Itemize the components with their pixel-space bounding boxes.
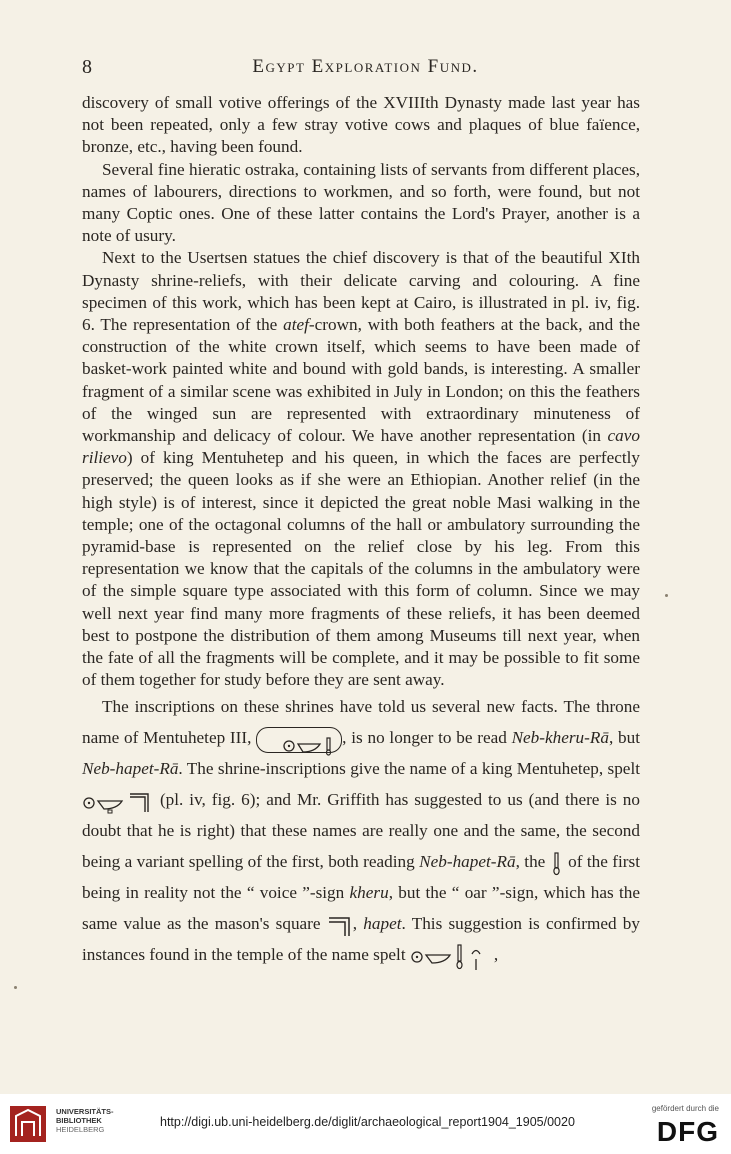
hapet-term: hapet [363,914,402,934]
paragraph-4 [82,691,640,971]
masons-square-glyph-icon [327,914,353,938]
paragraph-2: Several fine hieratic ostraka, containing lists of servants from different places, names of labourers, directions to workmen, and so forth, were found, but not many Coptic ones. One of these latter contains the Lord's Prayer, another is a note of usury. [82,159,640,246]
funded-by-label: gefördert durch die [651,1104,719,1113]
page-number: 8 [82,56,92,78]
p3-text-a: Next to the Usertsen statues the chief discovery is that of the beautiful XIth Dynasty shrine-reliefs, with their delicate carving and colouring. A fine specimen of this work, which has been kept at Cairo, is illustrated in pl. iv, fig. 6. The representation of the [82,248,640,335]
paper-speck [14,986,17,989]
paper-speck [665,594,668,597]
p4-text-c: , but [608,728,640,748]
heidelberg-library-logo-icon [8,1104,48,1144]
permalink-url[interactable]: http://digi.ub.uni-heidelberg.de/diglit/archaeological_report1904_1905/0020 [160,1115,575,1129]
mentuhetep-cartouche-icon [256,727,342,753]
digitization-footer [0,1094,731,1154]
sun-basket-oar-glyph-icon [410,942,494,972]
p4-text-b: , is no longer to be read [342,728,512,748]
paragraph-3 [82,247,640,691]
dfg-logo-icon: DFG [656,1116,719,1147]
body-text [82,92,640,972]
cartouche-glyphs-icon [282,736,336,756]
p4-text-g: of the first being in reality not the “ voice ”-sign [82,852,640,903]
institution-line-1: UNIVERSITÄTS- [56,1107,114,1116]
p4-text-h: , but the “ oar ”-sign, which has the same value as the mason's square [82,883,640,934]
p3-text-c: ) of king Mentuhetep and his queen, in which the faces are perfectly preserved; the queen looks as if she were an Ethiopian. Another relief (in the high style) is of interest, since it depicted the great noble Masi walking in the temple; one of the octagonal columns of the hall or ambulatory surrounding the pyramid-base is represented on the relief close by his leg. From this representation we know that the capitals of the columns in the ambulatory were of the simple square type associated with this form of column. Since we may well next year find many more fragments of these reliefs, it has been deemed best to postpone the distribution of them among Museums till next year, when the fate of all the fragments will be complete, and it may be possible to fit some of them together for study before they are sent away. [82,448,640,690]
page-header [0,52,731,82]
paragraph-1: discovery of small votive offerings of the XVIIIth Dynasty made last year has not been repeated, only a few stray votive cows and plaques of blue faïence, bronze, etc., having been found. [82,93,640,157]
kheru-term: kheru [349,883,389,903]
sun-basket-square-glyph-icon [82,790,154,814]
p4-text-d: . The shrine-inscriptions give the name of a king Mentuhetep, spelt [178,759,640,779]
running-title: Egypt Exploration Fund. [252,56,479,77]
institution-name [56,1107,114,1134]
atef-term: atef [283,315,309,335]
p3-text-b: -crown, with both feathers at the back, and the construction of the white crown itself, which seems to have been made of basket-work painted white and bound with gold bands, is interesting. A smaller fragment of a similar scene was exhibited in July in London; on this the feathers of the winged sun are represented with extraordinary minuteness of workmanship and delicacy of colour. We have another representation (in [82,315,641,446]
p4-text-i: , [352,914,364,934]
neb-kheru-ra-term: Neb-kheru-Rā [511,728,609,748]
p4-text-k: , [493,945,499,965]
neb-hapet-ra-term: Neb-hapet-Rā [82,759,179,779]
p4-text-j: . This suggestion is confirmed by instances found in the temple of the name spelt [82,914,640,965]
oar-glyph-icon [550,851,564,877]
neb-hapet-ra-term-2: Neb-hapet-Rā [419,852,516,872]
cavo-rilievo-term: cavo rilievo [82,426,640,468]
institution-line-3: HEIDELBERG [56,1125,105,1134]
p4-text-f: , the [515,852,550,872]
p4-text-a: The inscriptions on these shrines have told us several new facts. The throne name of Mentuhetep III, [82,697,640,748]
institution-line-2: BIBLIOTHEK [56,1116,102,1125]
p4-text-e: (pl. iv, fig. 6); and Mr. Griffith has suggested to us (and there is no doubt that he is right) that these names are really one and the same, the second being a variant spelling of the first, both reading [82,790,640,872]
